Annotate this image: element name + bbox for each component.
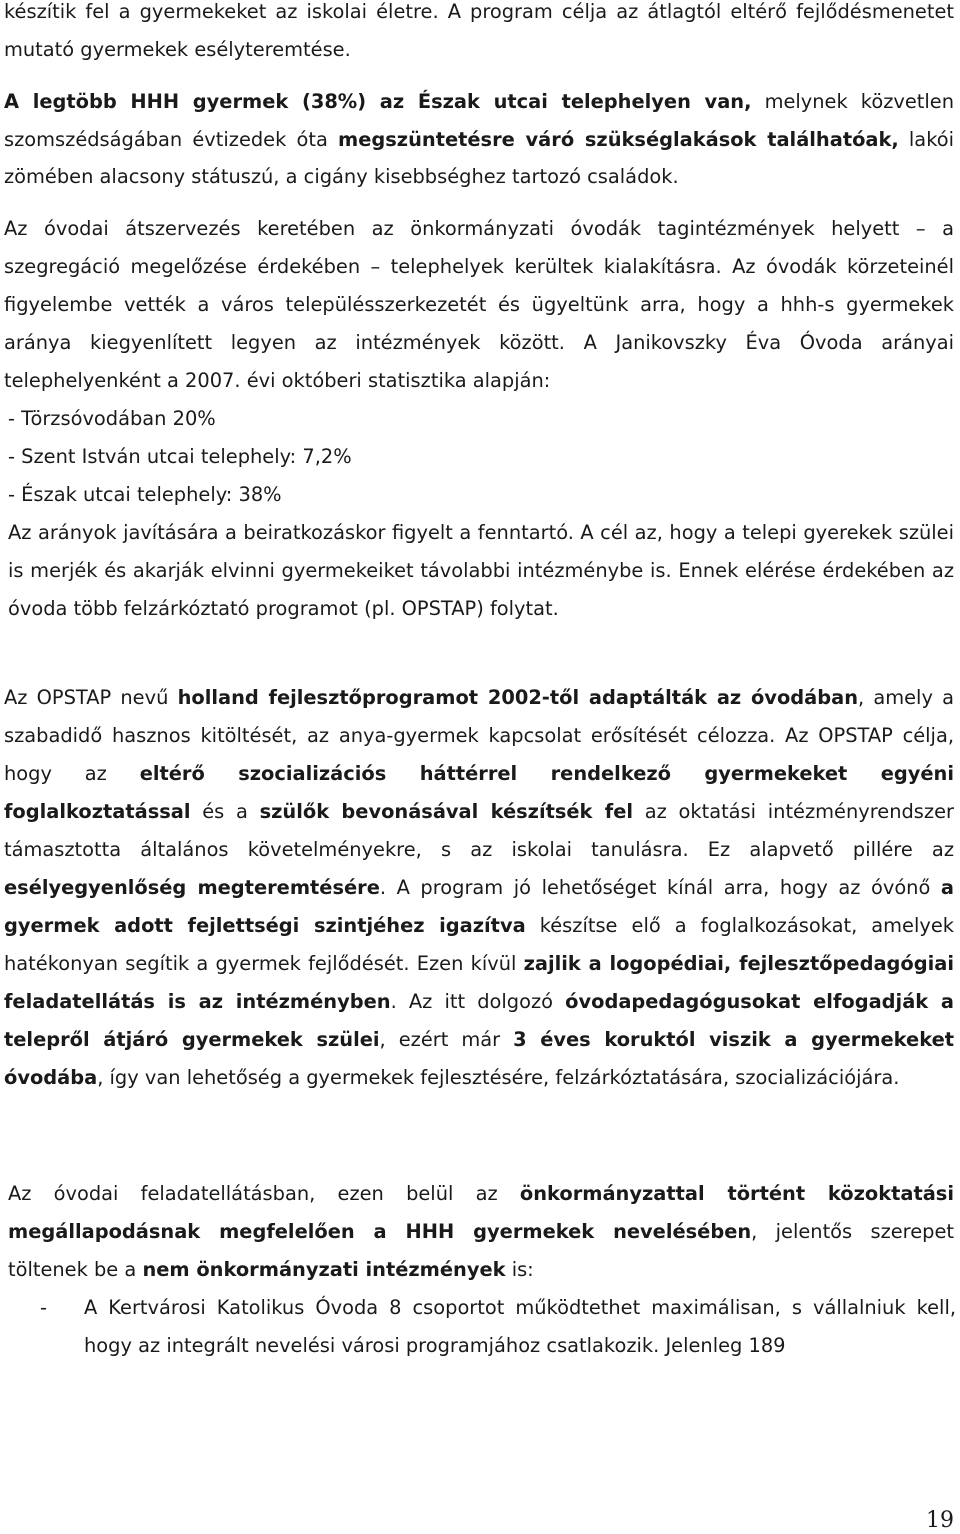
bold-run: 3 éves koruktól viszik a gyermekeket óvodába: [4, 1028, 954, 1089]
bold-run: megszüntetésre váró szükséglakások találhatóak,: [338, 127, 899, 151]
text-run: Az OPSTAP nevű: [4, 686, 178, 709]
text-run: Az óvodai átszervezés keretében az önkormányzati óvodák tagintézmények helyett – a szegregáció megelőzése érdekében – telephelyek kerültek kialakításra. Az óvodák körzeteinél figyelembe vették a város településszerkezetét és ügyeltünk arra, hogy a hhh-s gyermekek aránya kiegyenlített legyen az intézmények között. A Janikovszky Éva Óvoda arányai telephelyenként a 2007. évi októberi statisztika alapján:: [4, 217, 954, 392]
paragraph-opstap: [4, 679, 954, 1097]
paragraph-reorganization: [4, 210, 954, 400]
bold-run: önkormányzattal történt közoktatási megállapodásnak megfelelően a HHH gyermekek nevelésében: [8, 1182, 954, 1243]
text-run: , ezért már: [379, 1028, 514, 1051]
bold-run: nem önkormányzati intézmények: [142, 1258, 506, 1281]
stats-list-item: - Törzsóvodában 20%: [8, 407, 216, 430]
text-run: , amely a szabadidő hasznos kitöltését, az anya-gyermek kapcsolat erősítését célozza. Az OPSTAP célja, hogy az: [4, 686, 954, 785]
paragraph-ratio-improvement: [8, 514, 954, 628]
paragraph-intro-continuation: [4, 0, 954, 69]
text-run: A Kertvárosi Katolikus Óvoda 8 csoportot működtethet maximálisan, s vállalniuk kell, hogy az integrált nevelési városi programjához csatlakozik. Jelenleg 189: [84, 1296, 956, 1357]
text-run: . A program jó lehetőséget kínál arra, hogy az óvónő: [379, 876, 941, 899]
paragraph-non-municipal: [8, 1175, 954, 1289]
text-run: az oktatási intézményrendszer támasztotta általános követelményekre, s az iskolai tanulásra. Ez alapvető pillére az: [4, 800, 954, 861]
stats-list-item: - Észak utcai telephely: 38%: [8, 483, 282, 506]
bullet-list-item: [84, 1289, 956, 1365]
bold-run: eltérő szocializációs háttérrel rendelkező gyermekeket egyéni foglalkoztatással: [4, 762, 954, 823]
bold-run: holland fejlesztőprogramot 2002-től adaptálták az óvodában: [177, 686, 858, 709]
bold-run: szülők bevonásával készítsék fel: [259, 800, 633, 823]
text-run: Az óvodai feladatellátásban, ezen belül az: [8, 1182, 520, 1205]
stats-list-item: - Szent István utcai telephely: 7,2%: [8, 445, 352, 468]
bold-run: óvodapedagógusokat elfogadják a telepről átjáró gyermekek szülei: [4, 990, 954, 1051]
text-run: és a: [190, 800, 260, 823]
text-run: Az arányok javítására a beiratkozáskor figyelt a fenntartó. A cél az, hogy a telepi gyerekek szülei is merjék és akarják elvinni gyermekeiket távolabbi intézménybe is. Ennek elérése érdekében az óvoda több felzárkóztató programot (pl. OPSTAP) folytat.: [8, 521, 954, 620]
text-run: , jelentős szerepet töltenek be a: [8, 1220, 954, 1281]
page-number: 19: [926, 1508, 954, 1533]
text-run: . Az itt dolgozó: [390, 990, 566, 1013]
text-run: készítse elő a foglalkozásokat, amelyek hatékonyan segítik a gyermek fejlődését. Ezen kívül: [4, 914, 954, 975]
paragraph-hhh-location: [4, 83, 954, 196]
text-run: is:: [505, 1258, 534, 1281]
bold-run: a gyermek adott fejlettségi szintjéhez igazítva: [4, 876, 954, 937]
text-run: készítik fel a gyermekeket az iskolai életre. A program célja az átlagtól eltérő fejlődésmenetet mutató gyermekek esélyteremtése.: [4, 0, 954, 61]
text-run: lakói zömében alacsony státuszú, a cigány kisebbséghez tartozó családok.: [4, 127, 954, 188]
text-run: , így van lehetőség a gyermekek fejlesztésére, felzárkóztatására, szocializációjára.: [97, 1066, 900, 1089]
text-run: melynek közvetlen szomszédságában évtizedek óta: [4, 90, 954, 151]
bold-run: A legtöbb HHH gyermek (38%) az Észak utcai telephelyen van,: [4, 90, 752, 113]
bold-run: zajlik a logopédiai, fejlesztőpedagógiai feladatellátás is az intézményben: [4, 952, 954, 1013]
bold-run: esélyegyenlőség megteremtésére: [4, 876, 380, 899]
bullet-dash: -: [40, 1296, 47, 1319]
